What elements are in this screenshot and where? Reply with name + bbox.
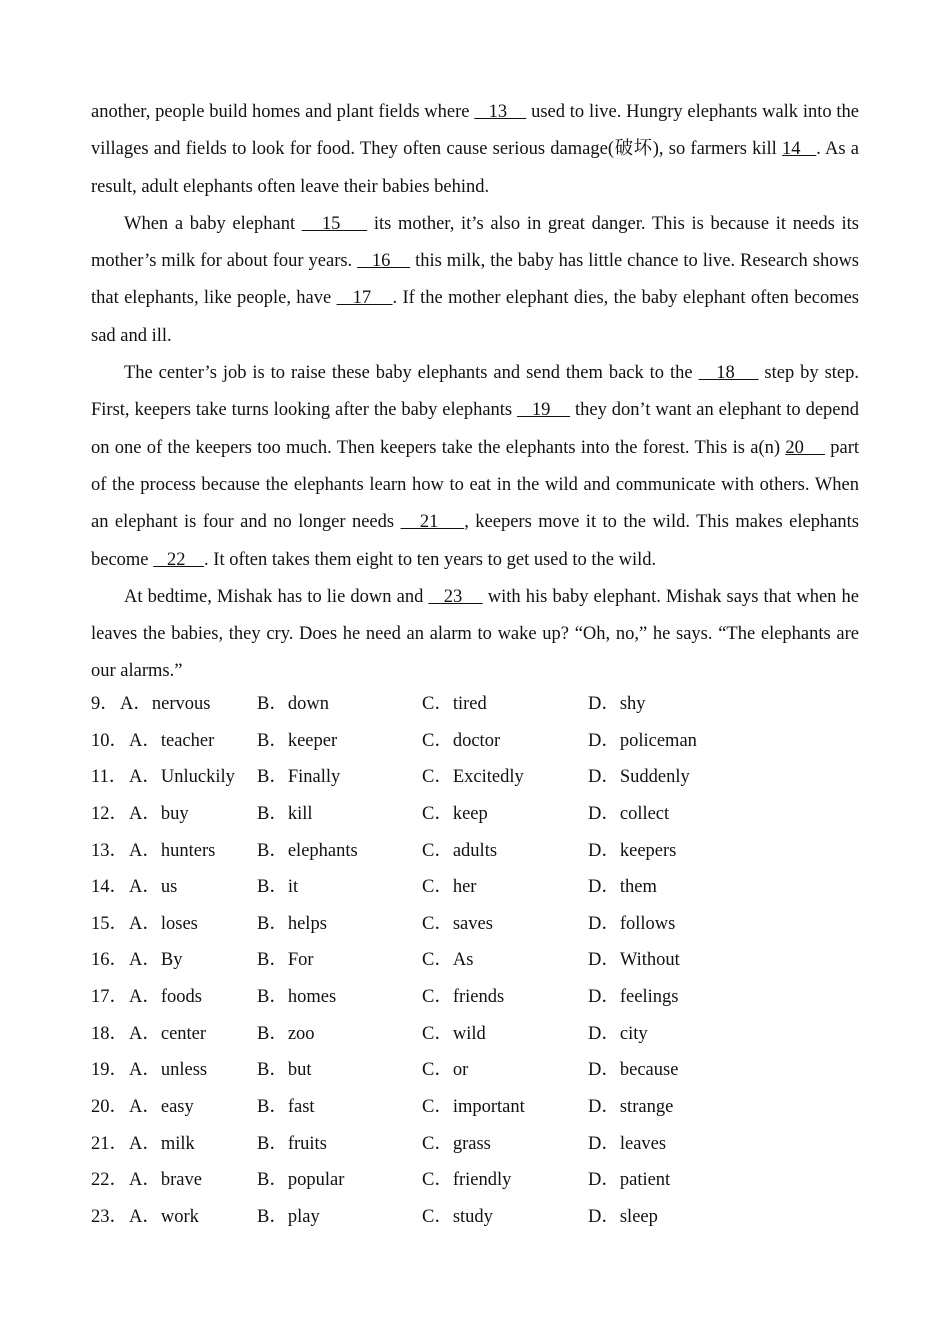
question-row: [91, 1162, 859, 1199]
question-number: 19．: [91, 1060, 129, 1081]
option-c[interactable]: C．important: [422, 1097, 525, 1118]
option-a[interactable]: A．foods: [129, 987, 202, 1008]
answer-blank: 17: [336, 288, 393, 309]
option-b[interactable]: B．For: [257, 950, 314, 971]
option-a[interactable]: A．By: [129, 950, 183, 971]
option-a[interactable]: A．us: [129, 877, 178, 898]
answer-blank: 15: [301, 213, 368, 234]
question-number: 15．: [91, 913, 129, 934]
option-b[interactable]: B．kill: [257, 803, 313, 824]
option-b[interactable]: B．fast: [257, 1097, 315, 1118]
question-row: [91, 686, 859, 723]
option-d[interactable]: D．them: [588, 877, 657, 898]
option-d[interactable]: D．Suddenly: [588, 767, 690, 788]
option-d[interactable]: D．keepers: [588, 840, 677, 861]
option-d[interactable]: D．shy: [588, 694, 646, 714]
question-row: [91, 1199, 859, 1236]
option-c[interactable]: C．As: [422, 950, 474, 971]
option-d[interactable]: D．feelings: [588, 987, 679, 1008]
question-number: 14．: [91, 877, 129, 898]
question-number: 11．: [91, 767, 128, 788]
option-b[interactable]: B．fruits: [257, 1133, 327, 1154]
option-b[interactable]: B．zoo: [257, 1023, 315, 1044]
option-b[interactable]: B．but: [257, 1060, 312, 1081]
passage-text: . It often takes them eight to ten years to get used to the wild.: [204, 549, 657, 570]
option-b[interactable]: B．homes: [257, 987, 337, 1008]
passage-paragraph: [91, 579, 859, 691]
passage-text: step by step. First, keepers take turns looking after the baby elephants: [91, 363, 860, 421]
passage-text: . As a result, adult elephants often leave their babies behind.: [91, 139, 860, 197]
option-a[interactable]: A．easy: [129, 1097, 194, 1118]
question-row: [91, 869, 859, 906]
option-c[interactable]: C．adults: [422, 840, 498, 861]
option-d[interactable]: D．city: [588, 1023, 648, 1044]
option-d[interactable]: D．because: [588, 1060, 679, 1081]
passage-paragraph: [91, 94, 859, 206]
question-number: 20．: [91, 1097, 129, 1118]
passage-paragraph: [91, 355, 859, 579]
answer-blank: 18: [698, 363, 759, 384]
question-number: 21．: [91, 1133, 129, 1154]
option-a[interactable]: A．Unluckily: [129, 767, 235, 788]
question-row: [91, 833, 859, 870]
option-b[interactable]: B．popular: [257, 1170, 345, 1191]
passage-text: this milk, the baby has little chance to live. Research shows that elephants, like people, have: [91, 251, 860, 309]
question-row: [91, 1089, 859, 1126]
option-d[interactable]: D．leaves: [588, 1133, 667, 1154]
option-b[interactable]: B．elephants: [257, 840, 358, 861]
answer-blank: 16: [357, 251, 411, 272]
option-c[interactable]: C．friendly: [422, 1170, 512, 1191]
answer-blank: 23: [428, 586, 483, 607]
passage-paragraph: [91, 206, 859, 355]
option-c[interactable]: C．friends: [422, 987, 505, 1008]
option-c[interactable]: C．doctor: [422, 730, 501, 751]
question-row: [91, 796, 859, 833]
question-number: 10．: [91, 730, 129, 751]
passage-text: The center’s job is to raise these baby elephants and send them back to the: [124, 363, 699, 384]
option-d[interactable]: D．policeman: [588, 730, 697, 751]
question-row: [91, 759, 859, 796]
answer-blank: 22: [153, 549, 205, 570]
option-a[interactable]: A．hunters: [129, 840, 216, 861]
option-a[interactable]: A．nervous: [120, 694, 211, 714]
passage-text: part of the process because the elephants learn how to eat in the wild and communicate with others. When an elephant is four and no longer needs: [91, 437, 860, 533]
passage-text: its mother, it’s also in great danger. This is because it needs its mother’s milk for about four years.: [91, 213, 860, 272]
option-c[interactable]: C．or: [422, 1060, 469, 1081]
option-d[interactable]: D．follows: [588, 913, 676, 934]
option-d[interactable]: D．patient: [588, 1170, 671, 1191]
answer-blank: 21: [400, 512, 465, 533]
passage-text: another, people build homes and plant fields where: [91, 102, 475, 122]
passage-text: . If the mother elephant dies, the baby elephant often becomes sad and ill.: [91, 288, 859, 346]
option-a[interactable]: A．work: [129, 1206, 199, 1227]
option-d[interactable]: D．strange: [588, 1097, 674, 1118]
question-number: 9．: [91, 694, 119, 714]
passage-text: they don’t want an elephant to depend on one of the keepers too much. Then keepers take the elephants into the forest. This is a(n): [91, 400, 860, 458]
option-d[interactable]: D．Without: [588, 950, 680, 971]
passage-text: , keepers move it to the wild. This makes elephants become: [91, 512, 859, 570]
option-c[interactable]: C．Excitedly: [422, 767, 524, 788]
option-a[interactable]: A．brave: [129, 1170, 202, 1191]
reading-passage: [91, 94, 859, 691]
option-c[interactable]: C．tired: [422, 694, 487, 714]
question-row: [91, 906, 859, 943]
option-b[interactable]: B．Finally: [257, 767, 341, 788]
question-number: 12．: [91, 803, 129, 824]
passage-text: At bedtime, Mishak has to lie down and: [124, 586, 429, 607]
question-number: 18．: [91, 1023, 129, 1044]
option-c[interactable]: C．keep: [422, 803, 488, 824]
question-number: 13．: [91, 840, 129, 861]
answer-blank: 13: [474, 102, 527, 122]
answer-blank: 19: [517, 400, 571, 421]
answer-options: [91, 686, 859, 1236]
option-a[interactable]: A．buy: [129, 803, 189, 824]
option-c[interactable]: C．grass: [422, 1133, 491, 1154]
option-a[interactable]: A．teacher: [129, 730, 215, 751]
option-d[interactable]: D．sleep: [588, 1206, 658, 1227]
question-number: 22．: [91, 1170, 129, 1191]
question-row: [91, 1052, 859, 1089]
question-row: [91, 942, 859, 979]
option-a[interactable]: A．unless: [129, 1060, 208, 1081]
question-row: [91, 1016, 859, 1053]
option-b[interactable]: B．down: [257, 694, 329, 714]
option-b[interactable]: B．it: [257, 877, 299, 898]
question-number: 23．: [91, 1206, 129, 1227]
question-number: 16．: [91, 950, 129, 971]
question-row: [91, 979, 859, 1016]
option-c[interactable]: C．saves: [422, 913, 493, 934]
answer-blank: 14: [782, 139, 817, 160]
option-c[interactable]: C．wild: [422, 1023, 486, 1044]
question-row: [91, 1126, 859, 1163]
option-c[interactable]: C．study: [422, 1206, 493, 1227]
passage-text: When a baby elephant: [124, 213, 302, 234]
option-d[interactable]: D．collect: [588, 803, 670, 824]
option-a[interactable]: A．milk: [129, 1133, 195, 1154]
option-a[interactable]: A．loses: [129, 913, 198, 934]
answer-blank: 20: [785, 437, 825, 458]
option-b[interactable]: B．helps: [257, 913, 327, 934]
option-b[interactable]: B．play: [257, 1206, 320, 1227]
passage-text: with his baby elephant. Mishak says that when he leaves the babies, they cry. Does he need an alarm to wake up? “Oh, no,” he says. “The elephants are our alarms.”: [91, 586, 859, 682]
passage-text: used to live. Hungry elephants walk into the villages and fields to look for food. They often cause serious damage(破坏), so farmers kill: [91, 102, 859, 160]
option-a[interactable]: A．center: [129, 1023, 207, 1044]
question-row: [91, 723, 859, 760]
option-b[interactable]: B．keeper: [257, 730, 338, 751]
option-c[interactable]: C．her: [422, 877, 477, 898]
question-number: 17．: [91, 987, 129, 1008]
